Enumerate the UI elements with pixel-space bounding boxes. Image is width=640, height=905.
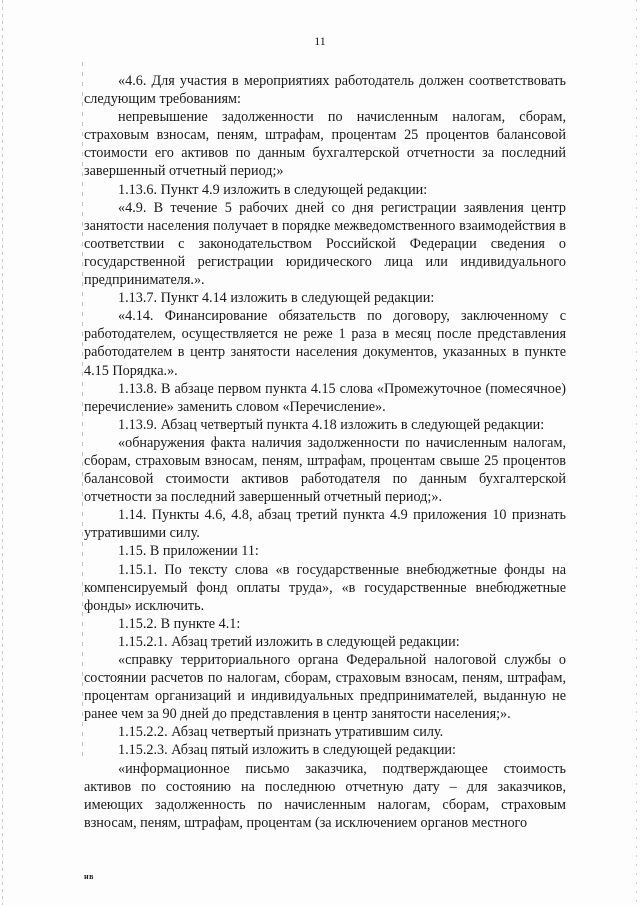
binder-mark — [82, 62, 83, 762]
paragraph: «4.9. В течение 5 рабочих дней со дня регистрации заявления центр занятости населения получает в порядке межведомственного взаимодействия в соответствии с законодательством Российской Федерации сведения о государственной регистрации юридического лица или индивидуального предпринимателя.». — [84, 199, 566, 289]
paragraph: «4.14. Финансирование обязательств по договору, заключенному с работодателем, осуществляется не реже 1 раза в месяц после представления работодателем в центр занятости населения документов, указанных в пункте 4.15 Порядка.». — [84, 308, 566, 379]
paragraph: 1.15. В приложении 11: — [118, 543, 259, 560]
document-body — [84, 72, 566, 832]
paragraph: «обнаружения факта наличия задолженности по начисленным налогам, сборам, страховым взносам, пеням, штрафам, процентам свыше 25 процентов балансовой стоимости активов работодателя по данным бухгалтерской отчетности за последний завершенный отчетный период;». — [84, 434, 566, 506]
footer-initials: нв — [84, 872, 94, 881]
paragraph: 1.15.1. По тексту слова «в государственные внебюджетные фонды на компенсируемый фонд оплаты труда», «в государственные внебюджетные фонды» исключить. — [84, 561, 566, 614]
scan-edge-right — [636, 0, 637, 905]
paragraph: 1.13.9. Абзац четвертый пункта 4.18 изложить в следующей редакции: — [118, 416, 545, 433]
scan-edge-left — [2, 0, 3, 905]
paragraph: 1.15.2.2. Абзац четвертый признать утратившим силу. — [118, 724, 444, 741]
paragraph: «4.6. Для участия в мероприятиях работодатель должен соответствовать следующим требованиям: — [84, 73, 566, 108]
paragraph: 1.13.6. Пункт 4.9 изложить в следующей редакции: — [118, 181, 428, 198]
paragraph: непревышение задолженности по начисленным налогам, сборам, страховым взносам, пеням, штрафам, процентам 25 процентов балансовой стоимости его активов по данным бухгалтерской отчетности за последний завершенный отчетный период;» — [84, 109, 566, 180]
page-number: 11 — [314, 34, 326, 48]
paragraph: 1.15.2.3. Абзац пятый изложить в следующей редакции: — [118, 742, 456, 759]
paragraph: 1.14. Пункты 4.6, 4.8, абзац третий пункта 4.9 приложения 10 признать утратившими силу. — [84, 507, 566, 542]
paragraph: 1.13.7. Пункт 4.14 изложить в следующей редакции: — [118, 290, 435, 307]
paragraph: «информационное письмо заказчика, подтверждающее стоимость активов по состоянию на последнюю отчетную дату – для заказчиков, имеющих задолженность по начисленным налогам, сборам, страховым взносам, пеням, штрафам, процентам (за исключением органов местного — [84, 760, 566, 831]
paragraph: «справку территориального органа Федеральной налоговой службы о состоянии расчетов по налогам, сборам, страховым взносам, пеням, штрафам, процентам организаций и индивидуальных предпринимателей, выданную не ранее чем за 90 дней до представления в центр занятости населения;». — [84, 652, 566, 723]
paragraph: 1.15.2.1. Абзац третий изложить в следующей редакции: — [118, 633, 460, 650]
paragraph: 1.15.2. В пункте 4.1: — [118, 615, 241, 632]
paragraph: 1.13.8. В абзаце первом пункта 4.15 слова «Промежуточное (помесячное) перечисление» заменить словом «Перечисление». — [84, 380, 566, 415]
